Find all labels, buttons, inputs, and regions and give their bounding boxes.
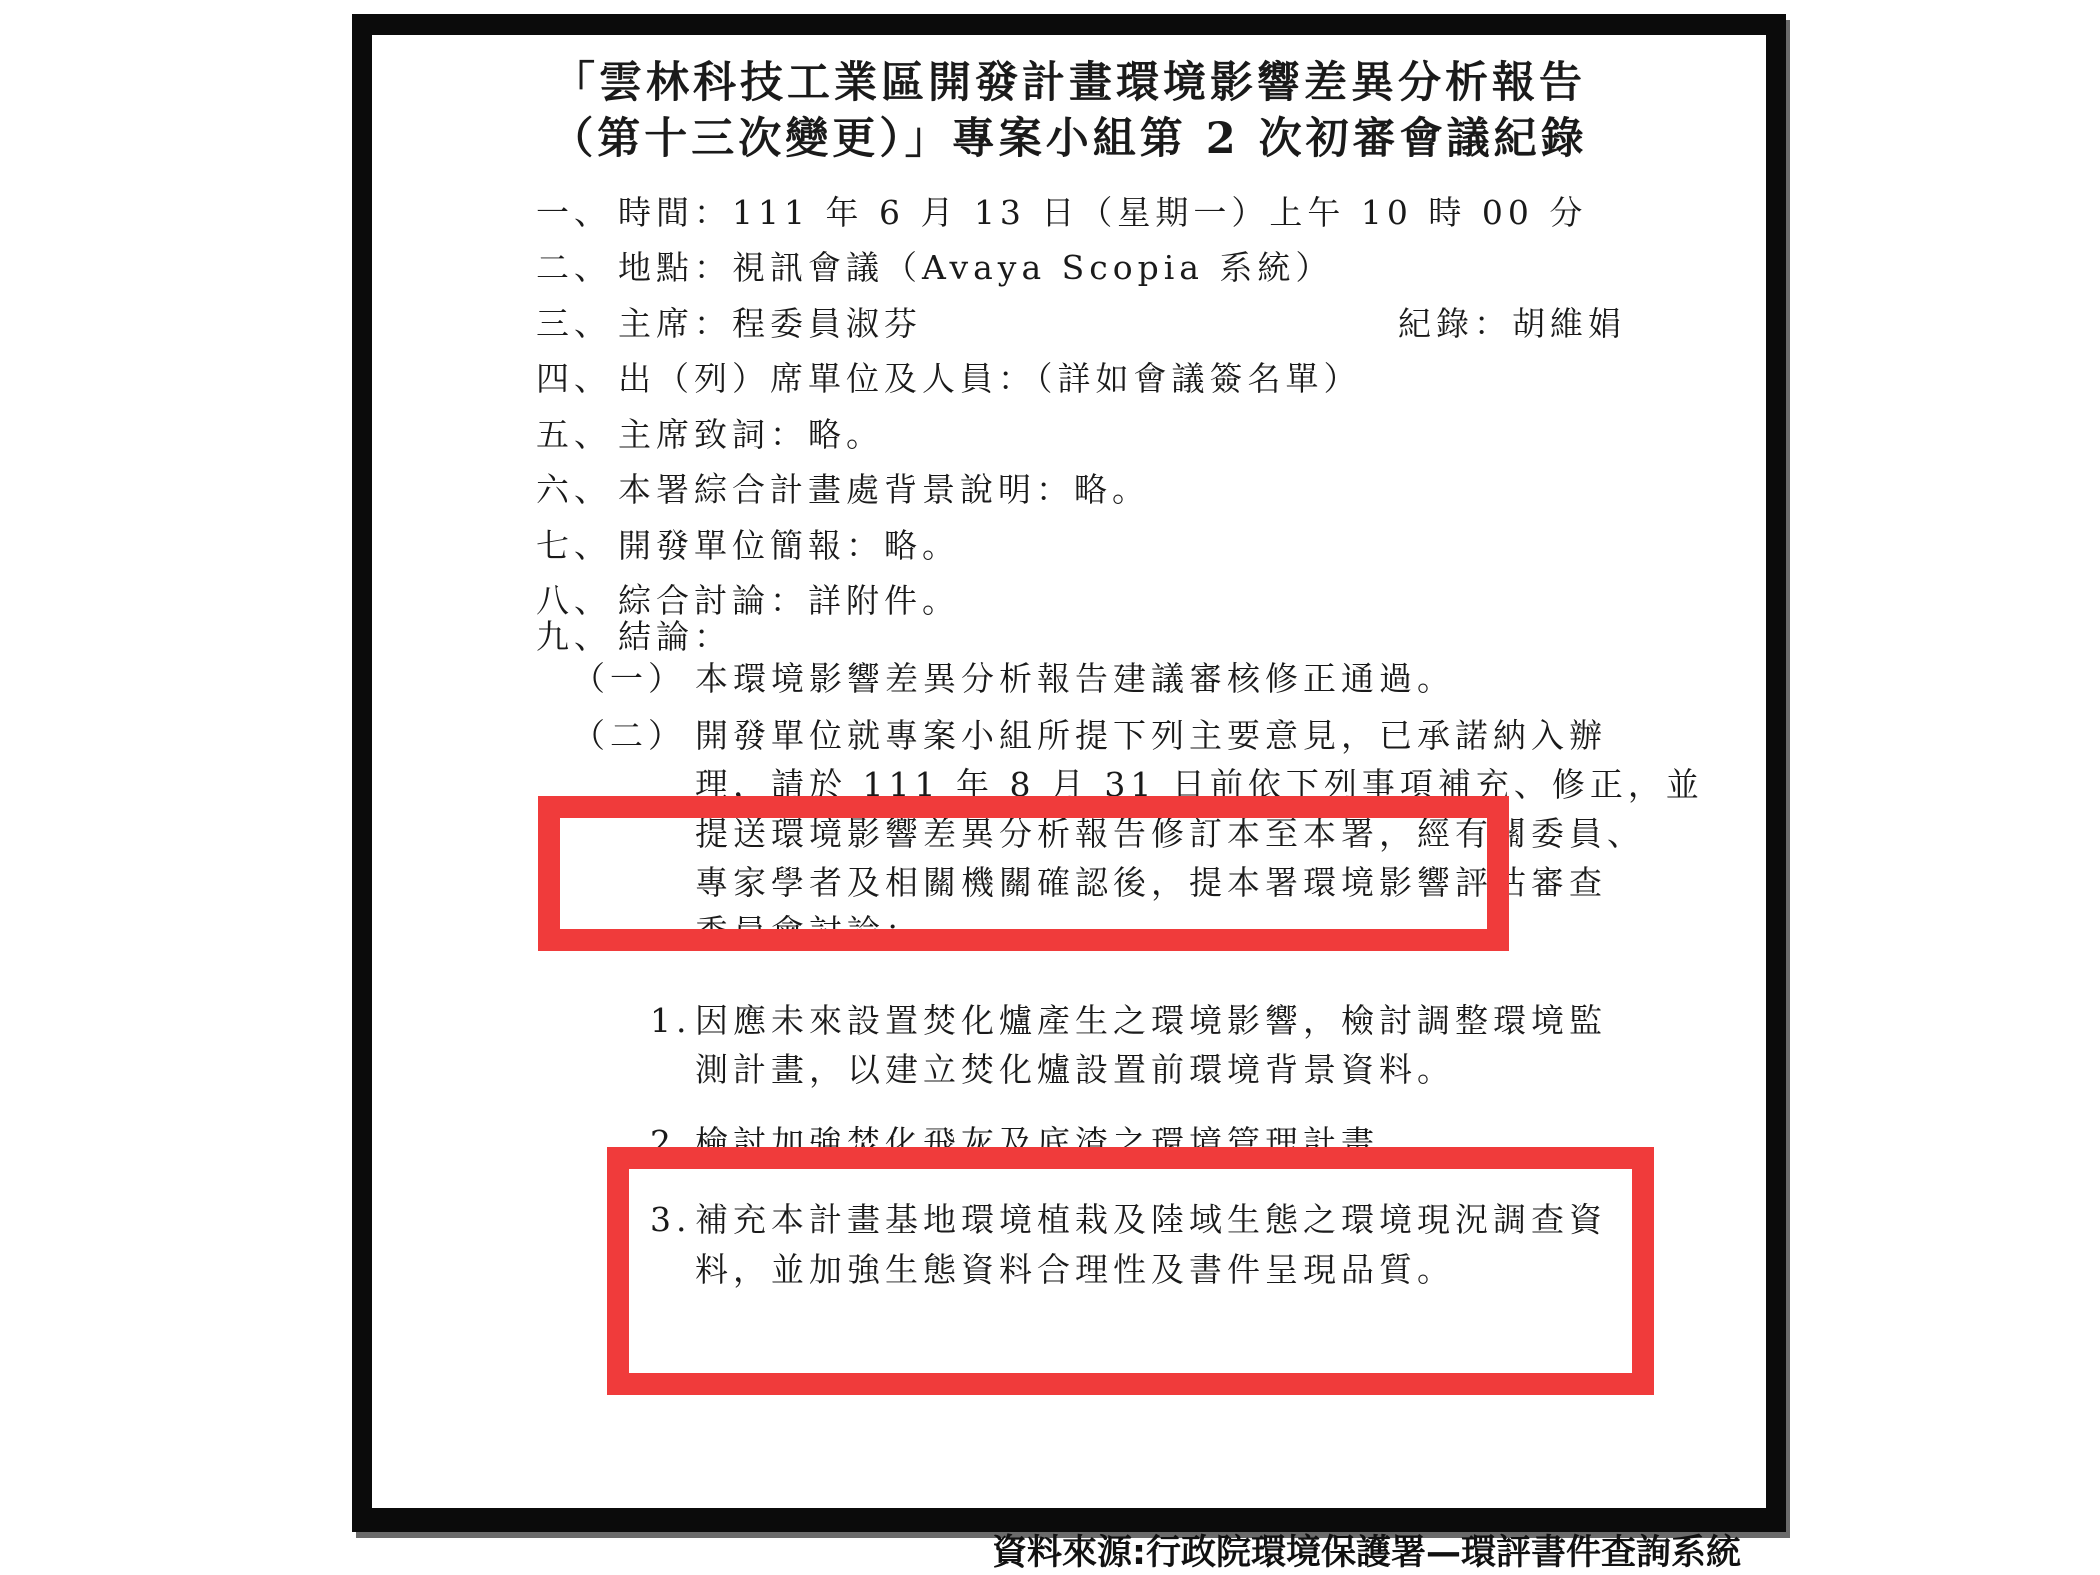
item-chair-speech — [536, 413, 884, 457]
item-time — [536, 191, 1587, 235]
item-conclusion — [536, 615, 732, 659]
conclusion-item-2-line: 理，請於 111 年 8 月 31 日前依下列事項補充、修正，並 — [695, 765, 1704, 804]
recorder-name: 紀錄：胡維娟 — [1398, 304, 1626, 343]
item-number: 六、 — [536, 470, 612, 509]
list-item-number: 1. — [650, 1001, 692, 1040]
item-number: 二、 — [536, 248, 612, 287]
item-text: 時間：111 年 6 月 13 日（星期一）上午 10 時 00 分 — [618, 193, 1588, 232]
item-text: 出（列）席單位及人員：（詳如會議簽名單） — [618, 359, 1362, 398]
document-page — [372, 35, 1766, 1508]
item-attendees — [536, 357, 1362, 401]
item-text: 主席：程委員淑芬 — [618, 304, 922, 343]
conclusion-item-2-line: 委員會討論： — [695, 912, 923, 951]
item-briefing — [536, 524, 960, 568]
list-item-number: 2. — [650, 1123, 692, 1162]
item-number: 九、 — [536, 617, 612, 656]
item-location — [536, 246, 1333, 290]
highlight-box-monitoring — [607, 1147, 1654, 1395]
conclusion-item-label: （一） — [572, 659, 686, 698]
item-background — [536, 468, 1150, 512]
item-chair — [536, 302, 922, 346]
highlight-box-approval — [538, 796, 1509, 951]
item-text: 本署綜合計畫處背景說明：略。 — [618, 470, 1150, 509]
item-text: 綜合討論：詳附件。 — [618, 581, 960, 620]
item-number: 四、 — [536, 359, 612, 398]
list-item-continuation — [650, 1045, 1455, 1094]
list-item-text: 補充本計畫基地環境植栽及陸域生態之環境現況調查資 — [695, 1200, 1607, 1239]
item-text: 地點：視訊會議（Avaya Scopia 系統） — [618, 248, 1334, 287]
conclusion-item-text: 開發單位就專案小組所提下列主要意見，已承諾納入辦 — [695, 716, 1607, 755]
conclusion-item-2 — [572, 711, 1607, 760]
conclusion-item-label: （二） — [572, 716, 686, 755]
list-item-text: 測計畫，以建立焚化爐設置前環境背景資料。 — [695, 1050, 1455, 1089]
item-text: 結論： — [618, 617, 732, 656]
item-text: 主席致詞：略。 — [618, 415, 884, 454]
source-caption: 資料來源:行政院環境保護署—環評書件查詢系統 — [992, 1533, 1741, 1573]
item-number: 一、 — [536, 193, 612, 232]
conclusion-item-2-line: 專家學者及相關機關確認後，提本署環境影響評估審查 — [695, 863, 1607, 902]
item-text: 開發單位簡報：略。 — [618, 526, 960, 565]
document-title-line-2: （第十三次變更）」專案小組第 2 次初審會議紀錄 — [550, 114, 1588, 164]
list-item-text: 料，並加強生態資料合理性及書件呈現品質。 — [695, 1250, 1455, 1289]
conclusion-item-1 — [572, 654, 1455, 703]
document-title-line-1: 「雲林科技工業區開發計畫環境影響差異分析報告 — [552, 58, 1586, 108]
list-item-text: 因應未來設置焚化爐產生之環境影響，檢討調整環境監 — [695, 1001, 1607, 1040]
list-item — [650, 996, 1607, 1045]
item-number: 三、 — [536, 304, 612, 343]
item-number: 五、 — [536, 415, 612, 454]
conclusion-item-2-line: 提送環境影響差異分析報告修訂本至本署，經有關委員、 — [695, 814, 1645, 853]
list-item-number: 3. — [650, 1200, 692, 1239]
conclusion-item-text: 本環境影響差異分析報告建議審核修正通過。 — [695, 659, 1455, 698]
list-item-text: 檢討加強焚化飛灰及底渣之環境管理計畫。 — [695, 1123, 1417, 1162]
item-number: 八、 — [536, 581, 612, 620]
item-number: 七、 — [536, 526, 612, 565]
